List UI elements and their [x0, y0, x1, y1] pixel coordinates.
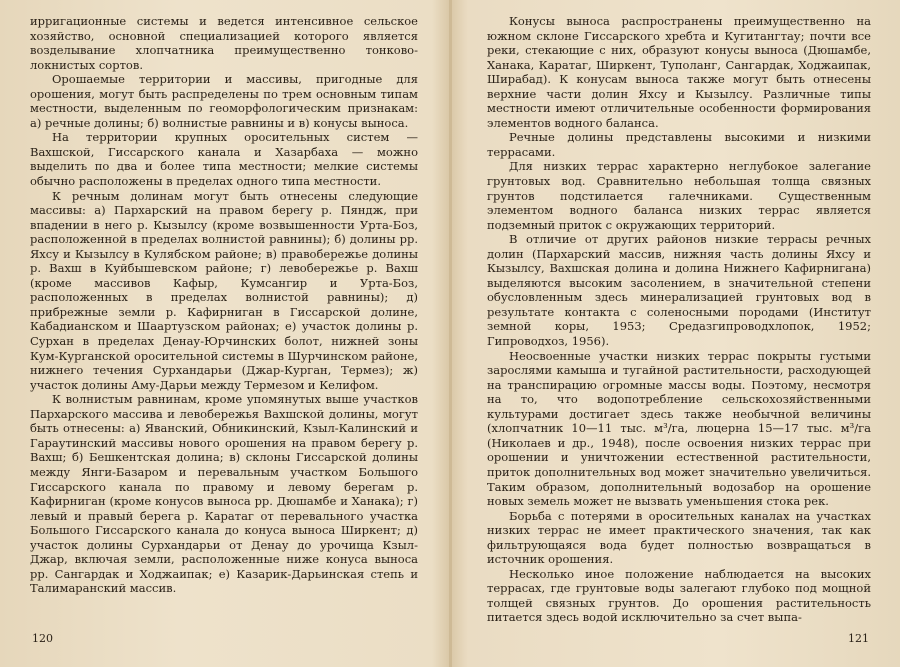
right-page [487, 14, 871, 625]
paragraph: В отличие от других районов низкие террасы речных долин (Пархарский массив, нижняя часть долины Яхсу и Кызылсу, Вахшская долина и долина Нижнего Кафирнигана) выделяются высоким засолением, в значительной степени обусловленным здесь минерализацией грунтовых вод в результате контакта с соленосными породами (Институт земной коры, 1953; Средазгипроводхлопок, 1952; Гипроводхоз, 1956). [487, 232, 871, 349]
left-page [30, 14, 418, 596]
paragraph: Для низких террас характерно неглубокое залегание грунтовых вод. Сравнительно небольшая толща связных грунтов подстилается галечниками. Существенным элементом водного баланса низких террас является подземный приток с окружающих территорий. [487, 159, 871, 232]
paragraph: На территории крупных оросительных систем — Вахшской, Гиссарского канала и Хазарбаха — можно выделить по два и более типа местности; мелкие системы обычно расположены в пределах одного типа местности. [30, 130, 418, 189]
paragraph: Орошаемые территории и массивы, пригодные для орошения, могут быть распределены по трем основным типам местности, выделенным по геоморфологическим признакам: а) речные долины; б) волнистые равнины и в) конусы выноса. [30, 72, 418, 130]
paragraph: Несколько иное положение наблюдается на высоких террасах, где грунтовые воды залегают глубоко под мощной толщей связных грунтов. До орошения растительность питается здесь водой исключительно за счет выпа- [487, 566, 871, 625]
paragraph: Неосвоенные участки низких террас покрыты густыми зарослями камыша и тугайной растительности, расходующей на транспирацию огромные массы воды. Поэтому, несмотря на то, что водопотребление сельскохозяйственными культурами достигает здесь также необычной величины (хлопчатник 10—11 тыс. м³/га, люцерна 15—17 тыс. м³/га (Николаев и др., 1948), после освоения низких террас при орошении и уничтожении естественной растительности, приток дополнительных вод может значительно увеличиться. Таким образом, дополнительный водозабор на орошение новых земель может не вызвать уменьшения стока рек. [487, 348, 871, 509]
paragraph: Речные долины представлены высокими и низкими террасами. [487, 130, 871, 159]
book-gutter [449, 0, 452, 667]
paragraph: Конусы выноса распространены преимущественно на южном склоне Гиссарского хребта и Кугитангтау; почти все реки, стекающие с них, образуют конусы выноса (Дюшамбе, Ханака, Каратаг, Ширкент, Туполанг, Сангардак, Ходжаипак, Ширабад). К конусам выноса также могут быть отнесены верхние части долин Яхсу и Кызылсу. Различные типы местности имеют отличительные особенности формирования элементов водного баланса. [487, 14, 871, 130]
paragraph: К волнистым равнинам, кроме упомянутых выше участков Пархарского массива и левобережья Вахшской долины, могут быть отнесены: а) Яванский, Обникинский, Кзыл-Калинский и Гараутинский массивы нового орошения на правом берегу р. Вахш; б) Бешкентская долина; в) склоны Гиссарской долины между Янги-Базаром и перевальным участком Большого Гиссарского канала по правому и левому берегам р. Кафирниган (кроме конусов выноса рр. Дюшамбе и Ханака); г) левый и правый берега р. Каратаг от перевального участка Большого Гиссарского канала до конуса выноса Ширкент; д) участок долины Сурхандарьи от Денау до урочища Кзыл-Джар, включая земли, расположенные ниже конуса выноса рр. Сангардак и Ходжаипак; е) Казарик-Дарьинская степь и Талимаранский массив. [30, 392, 418, 596]
paragraph: К речным долинам могут быть отнесены следующие массивы: а) Пархарский на правом берегу р. Пяндж, при впадении в него р. Кызылсу (кроме возвышенности Урта-Боз, расположенной в пределах волнистой равнины); б) долины рр. Яхсу и Кызылсу в Кулябском районе; в) правобережье долины р. Вахш в Куйбышевском районе; г) левобережье р. Вахш (кроме массивов Кафыр, Кумсангир и Урта-Боз, расположенных в пределах волнистой равнины); д) прибрежные земли р. Кафирниган в Гиссарской долине, Кабадианском и Шаартузском районах; е) участок долины р. Сурхан в пределах Денау-Юрчинских болот, нижней зоны Кум-Курганской оросительной системы в Шурчинском районе, нижнего течения Сурхандарьи (Джар-Курган, Термез); ж) участок долины Аму-Дарьи между Термезом и Келифом. [30, 188, 418, 392]
page-number-right: 121 [848, 632, 869, 645]
paragraph: Борьба с потерями в оросительных каналах на участках низких террас не имеет практического значения, так как фильтрующаяся вода будет полностью возвращаться в источник орошения. [487, 508, 871, 567]
page-number-left: 120 [32, 632, 53, 645]
paragraph: ирригационные системы и ведется интенсивное сельское хозяйство, основной специализацией которого является возделывание хлопчатника преимущественно тонково-локнистых сортов. [30, 14, 418, 72]
